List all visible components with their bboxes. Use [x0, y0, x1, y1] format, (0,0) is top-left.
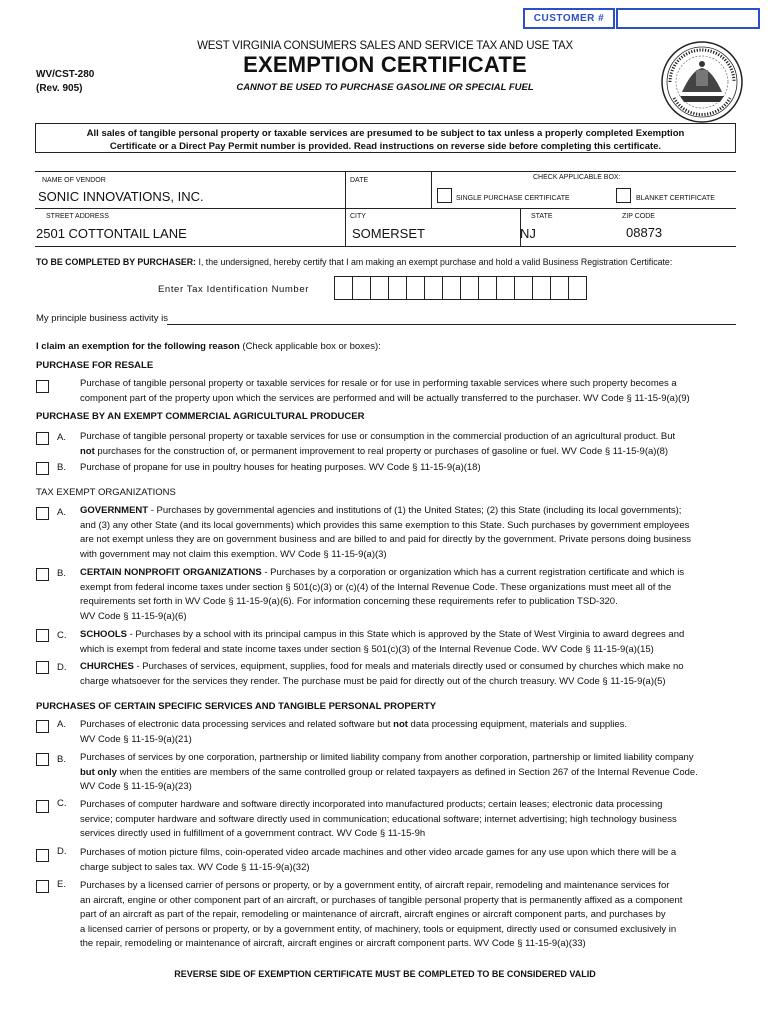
state-seal-icon [660, 40, 744, 124]
specific-heading: PURCHASES OF CERTAIN SPECIFIC SERVICES AND TANGIBLE PERSONAL PROPERTY [36, 701, 437, 712]
tin-digit-box[interactable] [478, 276, 497, 300]
specific-e-line-2: an aircraft, engine or other component part of an aircraft, or purchases of tangible personal property that is permanently affixed as a component [80, 894, 683, 906]
specific-c-line-3: services directly used in fulfillment of a government contract. WV Code § 11-15-9h [80, 828, 426, 839]
agri-a-text [80, 430, 675, 459]
tin-label: Enter Tax Identification Number [158, 284, 309, 295]
agri-b-checkbox[interactable] [36, 462, 49, 475]
vendor-name-label: NAME OF VENDOR [42, 177, 106, 184]
resale-text [80, 377, 690, 406]
tin-input-boxes[interactable] [335, 276, 587, 300]
taxexempt-c-line-1 [80, 628, 684, 643]
specific-d-line-2: charge subject to sales tax. WV Code § 11-15-9(a)(32) [80, 861, 310, 873]
taxexempt-d-line-1-text: - Purchases of services, equipment, supplies, food for meals and materials directly used or consumed by churches which make no [133, 661, 684, 672]
specific-d-text [80, 846, 676, 875]
taxexempt-d-checkbox[interactable] [36, 661, 49, 674]
specific-b-text [80, 751, 698, 795]
customer-number-field[interactable] [616, 8, 760, 29]
taxexempt-b-line-1 [80, 566, 684, 581]
taxexempt-b-line-3: requirements set forth in WV Code § 11-15-9(a)(6). For information concerning these requirements refer to publication TSD-320. [80, 596, 618, 607]
specific-d-checkbox[interactable] [36, 849, 49, 862]
taxexempt-b-line-4: WV Code § 11-15-9(a)(6) [80, 610, 187, 622]
taxexempt-b-bold: CERTAIN NONPROFIT ORGANIZATIONS [80, 567, 262, 578]
tin-digit-box[interactable] [460, 276, 479, 300]
agri-a-letter: A. [57, 432, 66, 443]
header-agency-line: WEST VIRGINIA CONSUMERS SALES AND SERVICE TAX AND USE TAX [197, 40, 573, 52]
zip-field[interactable]: 08873 [626, 225, 663, 240]
page-title: EXEMPTION CERTIFICATE [243, 52, 527, 77]
agri-a-line-2-text: purchases for the construction of, or permanent improvement to real property or purchases of gasoline or fuel. WV Code § 11-15-9(a)(8) [94, 445, 669, 457]
taxexempt-b-checkbox[interactable] [36, 568, 49, 581]
resale-checkbox[interactable] [36, 380, 49, 393]
state-label: STATE [531, 213, 553, 220]
taxexempt-b-line-2: exempt from federal income taxes under section § 501(c)(3) or (c)(4) of the Internal Revenue Code. These organizations must meet all of the [80, 581, 672, 593]
agri-b-text: Purchase of propane for use in poultry houses for heating purposes. WV Code § 11-15-9(a)(18) [80, 462, 481, 473]
customer-number-label: CUSTOMER # [523, 8, 615, 29]
single-purchase-checkbox[interactable] [437, 188, 452, 203]
taxexempt-d-line-2: charge whatsoever for the services they render. The purchase must be paid for directly out of the church treasury. WV Code § 11-15-9(a)(5) [80, 675, 666, 687]
date-field[interactable] [352, 189, 427, 205]
taxexempt-a-letter: A. [57, 507, 66, 518]
agri-a-checkbox[interactable] [36, 432, 49, 445]
specific-e-line-3: part of an aircraft as part of the repair, remodeling or maintenance of aircraft, aircraft engines or aircraft component parts, and purchases by [80, 909, 666, 920]
specific-d-letter: D. [57, 846, 67, 857]
taxexempt-a-line-4: with government may not claim this exemption. WV Code § 11-15-9(a)(3) [80, 548, 387, 560]
specific-b-line-2 [80, 766, 698, 781]
specific-c-line-2: service; computer hardware and software directly used in communication; educational software; internet advertising; high technology business [80, 813, 677, 825]
footer-notice: REVERSE SIDE OF EXEMPTION CERTIFICATE MUST BE COMPLETED TO BE CONSIDERED VALID [174, 969, 596, 979]
specific-c-line-1: Purchases of computer hardware and software directly incorporated into manufactured products; certain leases; electronic data processing [80, 799, 663, 810]
tin-digit-box[interactable] [406, 276, 425, 300]
tin-digit-box[interactable] [424, 276, 443, 300]
resale-line-2: component part of the property upon which the services are performed and will be actually transferred to the purchaser. WV Code § 11-15-9(a)(9) [80, 392, 690, 404]
vendor-grid-middle [35, 208, 736, 209]
taxexempt-a-line-2: and (3) any other State (and its local governments) which provides this same exemption to this State. Such purchases by government employees [80, 519, 690, 531]
tin-digit-box[interactable] [514, 276, 533, 300]
tin-digit-box[interactable] [352, 276, 371, 300]
taxexempt-c-letter: C. [57, 630, 67, 641]
tin-digit-box[interactable] [568, 276, 587, 300]
date-label: DATE [350, 177, 369, 184]
claim-line [36, 340, 381, 355]
taxexempt-b-text [80, 566, 684, 624]
taxexempt-b-line-1-text: - Purchases by a corporation or organization which has a current registration certificate and which is [261, 567, 685, 578]
city-field[interactable]: SOMERSET [352, 226, 425, 241]
tin-digit-box[interactable] [550, 276, 569, 300]
tin-digit-box[interactable] [388, 276, 407, 300]
tin-digit-box[interactable] [532, 276, 551, 300]
agri-b-letter: B. [57, 462, 66, 473]
specific-a-line-1a: Purchases of electronic data processing services and related software but [80, 719, 394, 730]
specific-a-line-2: WV Code § 11-15-9(a)(21) [80, 733, 192, 745]
specific-e-checkbox[interactable] [36, 880, 49, 893]
specific-c-letter: C. [57, 798, 67, 809]
specific-a-line-1 [80, 718, 627, 733]
specific-e-letter: E. [57, 879, 66, 890]
purchaser-certify-text: I, the undersigned, hereby certify that I am making an exempt purchase and hold a valid Business Registration Certificate: [198, 257, 673, 267]
tin-digit-box[interactable] [496, 276, 515, 300]
blanket-certificate-checkbox[interactable] [616, 188, 631, 203]
taxexempt-c-checkbox[interactable] [36, 629, 49, 642]
vendor-name-field[interactable]: SONIC INNOVATIONS, INC. [38, 189, 204, 204]
form-revision: (Rev. 905) [36, 83, 83, 94]
form-number: WV/CST-280 [36, 69, 95, 80]
header-subtitle: CANNOT BE USED TO PURCHASE GASOLINE OR SPECIAL FUEL [236, 82, 534, 93]
vendor-grid-divider-2 [431, 171, 432, 208]
specific-c-checkbox[interactable] [36, 800, 49, 813]
taxexempt-a-line-3: are not exempt unless they are on government business and are billed to and paid for directly by the government. Private persons doing business [80, 534, 691, 545]
specific-a-text [80, 718, 627, 747]
notice-line-2: Certificate or a Direct Pay Permit number is provided. Read instructions on reverse side before completing this certificate. [109, 141, 662, 152]
taxexempt-c-text [80, 628, 684, 657]
specific-c-text [80, 798, 677, 842]
agri-a-line-1: Purchase of tangible personal property or taxable services for use or consumption in the commercial production of an agricultural product. But [80, 431, 676, 442]
notice-line-1: All sales of tangible personal property or taxable services are presumed to be subject to tax unless a properly completed Exemption [86, 128, 685, 139]
tin-digit-box[interactable] [370, 276, 389, 300]
street-field[interactable]: 2501 COTTONTAIL LANE [36, 226, 187, 241]
specific-e-text [80, 879, 682, 952]
specific-b-bold: but only [80, 766, 117, 778]
zip-label: ZIP CODE [622, 213, 655, 220]
claim-rest: (Check applicable box or boxes): [242, 341, 381, 352]
tin-digit-box[interactable] [442, 276, 461, 300]
taxexempt-a-line-1-text: - Purchases by governmental agencies and institutions of (1) the United States; (2) this State (including its local governments); [148, 505, 682, 516]
taxexempt-d-text [80, 660, 684, 689]
notice-box [35, 123, 736, 153]
purchaser-certify-line [36, 255, 672, 270]
state-field[interactable]: NJ [520, 226, 536, 241]
specific-a-line-1b: data processing equipment, materials and supplies. [407, 719, 628, 730]
claim-bold: I claim an exemption for the following reason [36, 341, 240, 352]
agri-heading: PURCHASE BY AN EXEMPT COMMERCIAL AGRICULTURAL PRODUCER [36, 411, 365, 422]
city-label: CITY [350, 213, 366, 220]
street-label: STREET ADDRESS [46, 213, 109, 220]
resale-line-1: Purchase of tangible personal property or taxable services for resale or for use in performing taxable services where such property becomes a [80, 378, 677, 389]
specific-b-letter: B. [57, 754, 66, 765]
business-activity-label: My principle business activity is [36, 313, 168, 324]
taxexempt-a-line-1 [80, 504, 691, 519]
taxexempt-heading: TAX EXEMPT ORGANIZATIONS [36, 487, 176, 498]
specific-b-line-1: Purchases of services by one corporation, partnership or limited liability company from another corporation, partnership or limited liability company [80, 752, 694, 763]
business-activity-field[interactable] [167, 324, 736, 325]
purchaser-heading: TO BE COMPLETED BY PURCHASER: [36, 257, 196, 267]
taxexempt-a-text [80, 504, 691, 562]
specific-a-checkbox[interactable] [36, 720, 49, 733]
tin-digit-box[interactable] [334, 276, 353, 300]
check-box-label: CHECK APPLICABLE BOX: [533, 174, 621, 181]
taxexempt-b-letter: B. [57, 568, 66, 579]
agri-a-bold: not [80, 445, 95, 457]
single-purchase-label: SINGLE PURCHASE CERTIFICATE [456, 195, 570, 202]
taxexempt-a-bold: GOVERNMENT [80, 505, 149, 516]
blanket-certificate-label: BLANKET CERTIFICATE [636, 195, 715, 202]
taxexempt-d-line-1 [80, 660, 684, 675]
taxexempt-c-bold: SCHOOLS [80, 629, 127, 640]
specific-b-line-2-text: when the entities are members of the same controlled group or related taxpayers as defined in Section 267 of the Internal Revenue Code. [116, 766, 698, 778]
specific-e-line-1: Purchases by a licensed carrier of persons or property, or by a government entity, of aircraft repair, remodeling and maintenance services for [80, 880, 670, 891]
taxexempt-d-letter: D. [57, 662, 67, 673]
vendor-grid-divider-1 [345, 171, 346, 246]
specific-d-line-1: Purchases of motion picture films, coin-operated video arcade machines and other video arcade games for any use upon which there will be a [80, 847, 677, 858]
taxexempt-c-line-1-text: - Purchases by a school with its principal campus in this State which is approved by the State of West Virginia to award degrees and [126, 629, 685, 640]
specific-b-line-3: WV Code § 11-15-9(a)(23) [80, 781, 192, 792]
form-id-block [36, 68, 94, 96]
taxexempt-d-bold: CHURCHES [80, 661, 134, 672]
specific-b-checkbox[interactable] [36, 753, 49, 766]
specific-a-letter: A. [57, 719, 66, 730]
resale-heading: PURCHASE FOR RESALE [36, 360, 154, 371]
taxexempt-a-checkbox[interactable] [36, 507, 49, 520]
vendor-grid-top [35, 171, 736, 172]
agri-a-line-2 [80, 445, 675, 460]
specific-e-line-5: the repair, remodeling or maintenance of aircraft, aircraft engines or aircraft component parts. WV Code § 11-15-9(a)(33) [80, 938, 586, 949]
specific-a-bold: not [393, 719, 408, 730]
vendor-grid-bottom [35, 246, 736, 247]
specific-e-line-4: a licensed carrier of persons or property, or by a government entity, of machinery, tools or equipment, directly used or consumed exclusively in [80, 923, 677, 935]
taxexempt-c-line-2: which is exempt from federal and state income taxes under section § 501(c)(3) of the Internal Revenue Code. WV Code § 11-15-9(a)(15) [80, 643, 654, 655]
